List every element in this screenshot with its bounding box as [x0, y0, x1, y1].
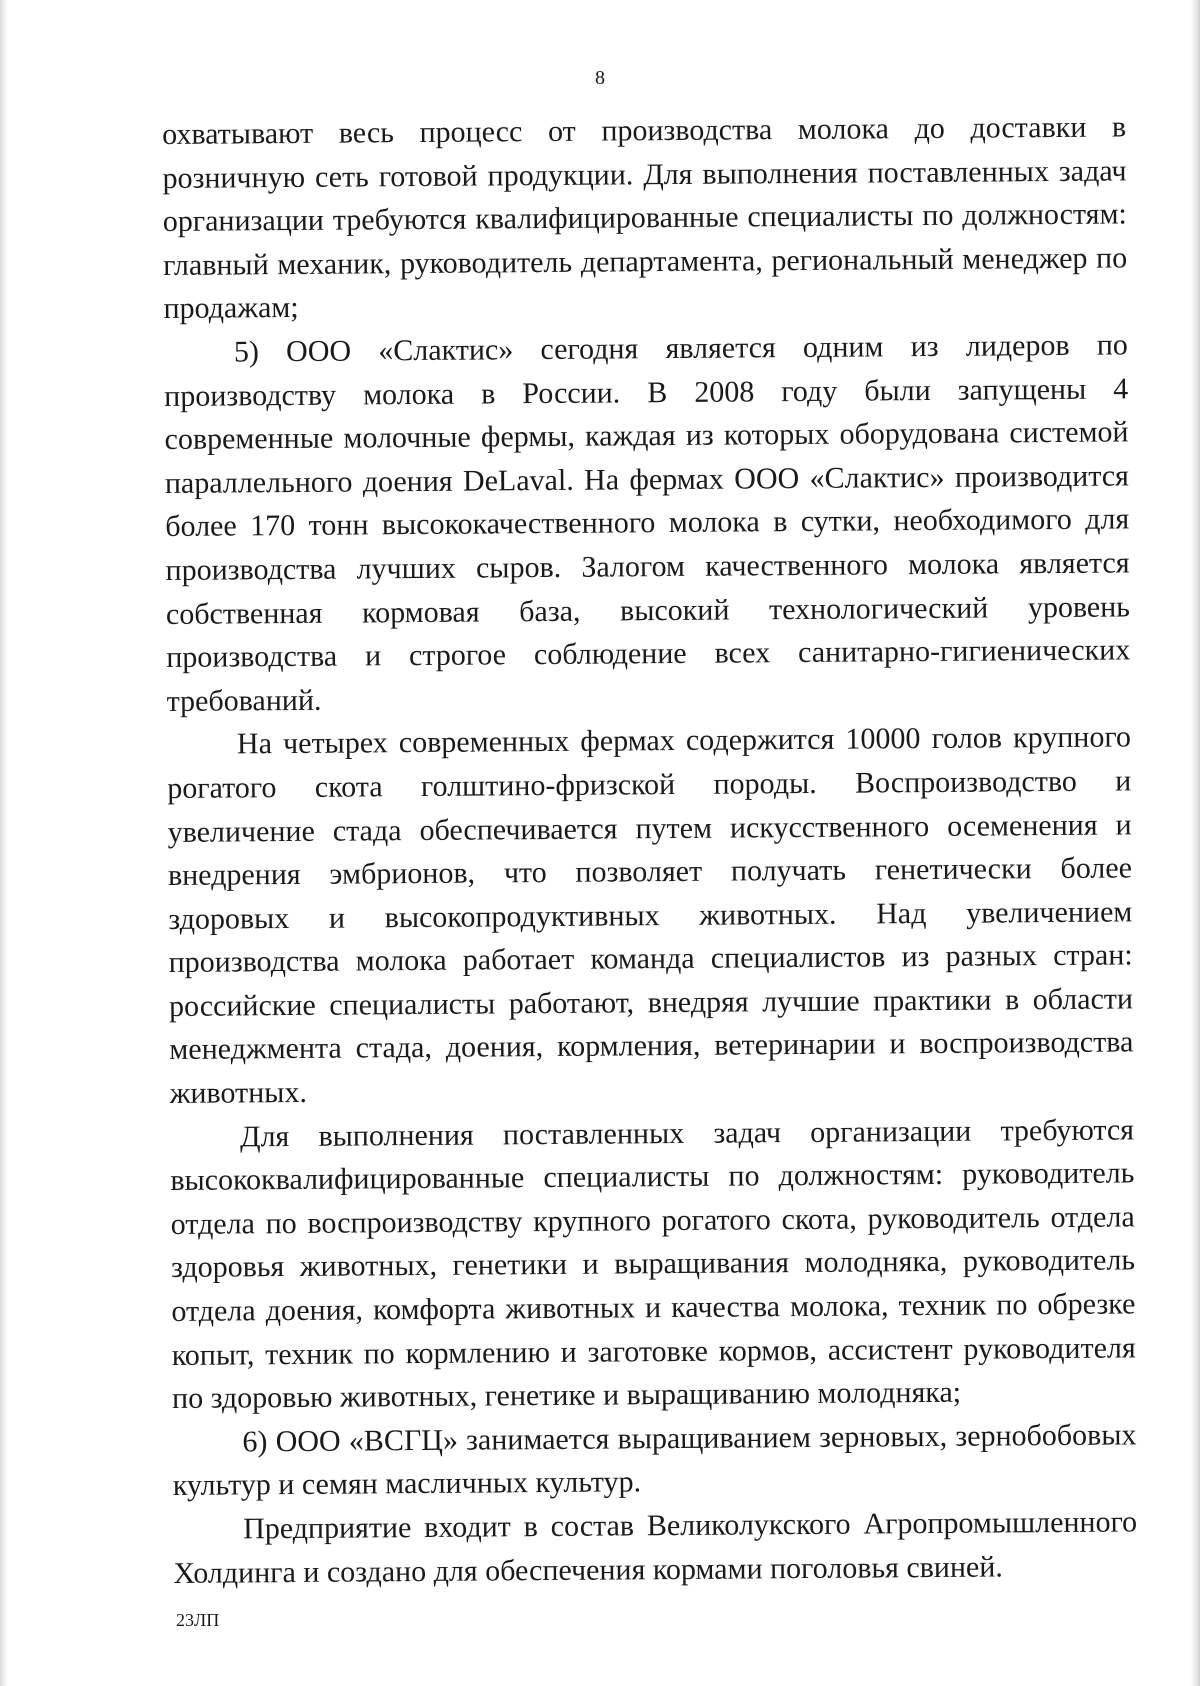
paragraph-holding: Предприятие входит в состав Великолукского Агропромышленного Холдинга и создано для обеспечения кормами поголовья свиней.: [173, 1505, 1138, 1590]
paragraph-item-5: 5) ООО «Слактис» сегодня является одним из лидеров по производству молока в России. В 2008 году были запущены 4 современные молочные фермы, каждая из которых оборудована системой параллельного доения DeLaval. На фермах ООО «Слактис» производится более 170 тонн высококачественного молока в сутки, необходимого для производства лучших сыров. Залогом качественного молока является собственная кормовая база, высокий технологический уровень производства и строгое соблюдение всех санитарно-гигиенических требований.: [164, 328, 1131, 718]
scan-edge-left: [0, 0, 8, 1686]
paragraph-specialists: Для выполнения поставленных задач организации требуются высококвалифицированные специалисты по должностям: руководитель отдела по воспроизводству крупного рогатого скота, руководитель отдела здоровья животных, генетики и выращивания молодняка, руководитель отдела доения, комфорта животных и качества молока, техник по обрезке копыт, техник по кормлению и заготовке кормов, ассистент руководителя по здоровью животных, генетике и выращиванию молодняка;: [170, 1113, 1136, 1416]
page-number: 8: [595, 67, 605, 89]
scan-edge-right: [1190, 0, 1200, 1686]
paragraph-farms: На четырех современных фермах содержится 10000 голов крупного рогатого скота голштино-фризской породы. Воспроизводство и увеличение стада обеспечивается путем искусственного осеменения и внедрения эмбрионов, что позволяет получать генетически более здоровых и высокопродуктивных животных. Над увеличением производства молока работает команда специалистов из разных стран: российские специалисты работают, внедряя лучшие практики в области менеджмента стада, доения, кормления, ветеринарии и воспроизводства животных.: [167, 720, 1134, 1111]
paragraph-item-6: 6) ООО «ВСГЦ» занимается выращиванием зерновых, зернобобовых культур и семян масличных культур.: [172, 1418, 1137, 1503]
body-text: [162, 105, 1138, 1595]
footer-code: 23ЛП: [176, 1610, 220, 1630]
paragraph-continuation: охватывают весь процесс от производства молока до доставки в розничную сеть готовой продукции. Для выполнения поставленных задач организации требуются квалифицированные специалисты по должностям: главный механик, руководитель департамента, региональный менеджер по продажам;: [162, 110, 1128, 326]
